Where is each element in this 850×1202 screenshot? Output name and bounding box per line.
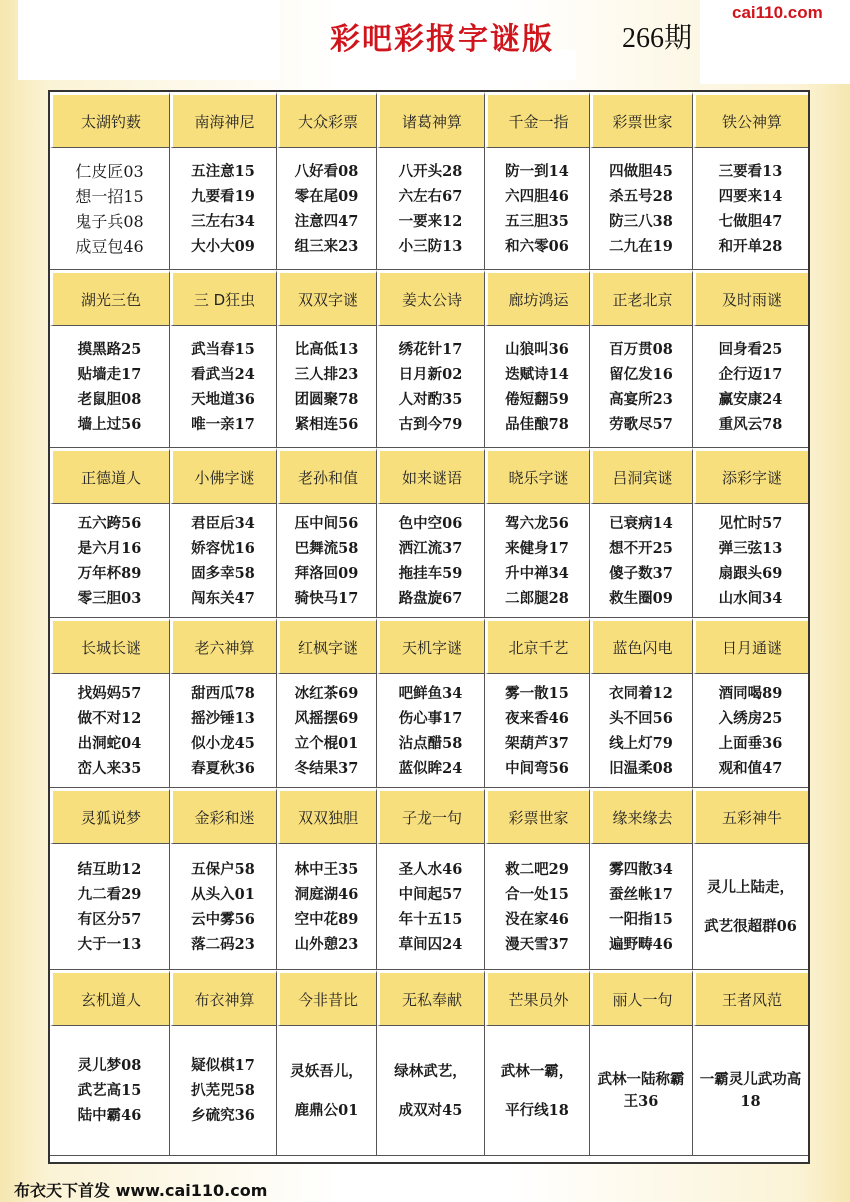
riddle-line: 色中空06 [398, 514, 463, 532]
riddle-line: 和六零06 [505, 237, 569, 255]
riddle-cell [377, 1026, 485, 1156]
riddle-cell [170, 1026, 277, 1156]
riddle-cell [590, 326, 693, 448]
riddle-line: 二郎腿28 [505, 589, 569, 607]
column-header: 双双字谜 [277, 270, 377, 326]
riddle-line: 落二码23 [191, 935, 255, 953]
riddle-cell [590, 148, 693, 270]
riddle-cell [485, 326, 590, 448]
riddle-line: 洒江流37 [398, 539, 463, 557]
riddle-line: 八开头28 [398, 162, 463, 180]
riddle-cell [277, 148, 377, 270]
column-header: 铁公神算 [693, 92, 808, 148]
riddle-line: 伤心事17 [398, 709, 463, 727]
riddle-line: 鹿鼎公01 [294, 1101, 359, 1119]
riddle-line: 摇沙锤13 [191, 709, 255, 727]
column-header: 正老北京 [590, 270, 693, 326]
riddle-cell [170, 674, 277, 788]
riddle-line: 林中王35 [294, 860, 359, 878]
riddle-cell [693, 326, 808, 448]
issue-number: 266期 [622, 23, 693, 54]
riddle-line: 拖挂车59 [398, 564, 463, 582]
column-header: 如来谜语 [377, 448, 485, 504]
riddle-line: 想一招15 [75, 186, 144, 206]
riddle-line: 成豆包46 [75, 236, 144, 256]
riddle-line: 雾一散15 [505, 684, 569, 702]
riddle-cell [50, 674, 170, 788]
column-header: 天机字谜 [377, 618, 485, 674]
riddle-cell [170, 504, 277, 618]
riddle-line: 墙上过56 [77, 415, 142, 433]
riddle-line: 似小龙45 [191, 734, 255, 752]
riddle-cell [277, 674, 377, 788]
riddle-line: 紧相连56 [294, 415, 359, 433]
riddle-line: 古到今79 [398, 415, 463, 433]
riddle-line: 武林一霸， [500, 1062, 574, 1080]
riddle-cell [377, 844, 485, 970]
riddle-line: 升中禅34 [505, 564, 569, 582]
riddle-line: 救生圈09 [609, 589, 673, 607]
riddle-line: 吧鲜鱼34 [398, 684, 463, 702]
riddle-line: 蓝似眸24 [398, 759, 463, 777]
riddle-line: 和开单28 [718, 237, 783, 255]
riddle-line: 空中花89 [294, 910, 359, 928]
riddle-line: 冰红茶69 [294, 684, 359, 702]
riddle-line: 上面垂36 [718, 734, 783, 752]
riddle-cell [693, 504, 808, 618]
column-header: 老孙和值 [277, 448, 377, 504]
riddle-line: 压中间56 [294, 514, 359, 532]
riddle-cell [693, 844, 808, 970]
column-header: 今非昔比 [277, 970, 377, 1026]
riddle-line: 驾六龙56 [505, 514, 569, 532]
page-title: 彩吧彩报字谜版 [330, 22, 554, 57]
riddle-line: 三左右34 [191, 212, 255, 230]
riddle-cell [50, 326, 170, 448]
column-header: 廊坊鸿运 [485, 270, 590, 326]
riddle-line: 拜洛回09 [294, 564, 359, 582]
riddle-line: 骑快马17 [294, 589, 359, 607]
riddle-line: 武艺高15 [77, 1082, 142, 1099]
riddle-grid [50, 92, 808, 1156]
riddle-line: 劳歌尽57 [609, 415, 673, 433]
riddle-line: 万年杯89 [77, 564, 142, 582]
riddle-line: 鬼子兵08 [75, 211, 144, 231]
column-header: 日月通谜 [693, 618, 808, 674]
riddle-line: 从头入01 [191, 885, 255, 903]
riddle-line: 救二吧29 [505, 860, 569, 878]
riddle-cell [277, 504, 377, 618]
riddle-line: 杀五号28 [609, 187, 673, 205]
riddle-line: 来健身17 [505, 539, 569, 557]
riddle-line: 重风云78 [718, 415, 783, 433]
column-header: 玄机道人 [50, 970, 170, 1026]
riddle-line: 闯东关47 [191, 589, 255, 607]
column-header: 小佛字谜 [170, 448, 277, 504]
riddle-line: 人对酌35 [398, 390, 463, 408]
riddle-line: 雾四散34 [609, 860, 673, 878]
riddle-line: 品佳酿78 [505, 415, 569, 433]
column-header: 晓乐字谜 [485, 448, 590, 504]
riddle-line: 倦短翻59 [505, 390, 569, 408]
riddle-line: 沾点醋58 [398, 734, 463, 752]
riddle-line: 六四胆46 [505, 187, 569, 205]
riddle-cell [693, 1026, 808, 1156]
column-header: 太湖钓薮 [50, 92, 170, 148]
riddle-line: 武艺很超群06 [704, 917, 797, 935]
riddle-cell [590, 1026, 693, 1156]
column-header: 南海神尼 [170, 92, 277, 148]
riddle-line: 零在尾09 [294, 187, 359, 205]
riddle-line: 四要来14 [718, 187, 783, 205]
riddle-cell [485, 1026, 590, 1156]
riddle-line: 八好看08 [294, 162, 359, 180]
riddle-line: 春夏秋36 [191, 759, 255, 777]
riddle-line: 已衰病14 [609, 514, 673, 532]
riddle-line: 小三防13 [398, 237, 463, 255]
column-header: 丽人一句 [590, 970, 693, 1026]
column-header: 子龙一句 [377, 788, 485, 844]
riddle-line: 一阳指15 [609, 910, 673, 928]
column-header: 正德道人 [50, 448, 170, 504]
riddle-cell [50, 148, 170, 270]
column-header: 无私奉献 [377, 970, 485, 1026]
riddle-line: 结互助12 [77, 860, 142, 878]
column-header: 彩票世家 [485, 788, 590, 844]
riddle-line: 一霸灵儿武功高18 [699, 1070, 802, 1110]
riddle-line: 回身看25 [718, 340, 783, 358]
riddle-cell [170, 844, 277, 970]
column-header: 布衣神算 [170, 970, 277, 1026]
riddle-line: 防一到14 [505, 162, 569, 180]
riddle-line: 三人排23 [294, 365, 359, 383]
riddle-line: 留亿发16 [609, 365, 673, 383]
column-header: 添彩字谜 [693, 448, 808, 504]
riddle-line: 想不开25 [609, 539, 673, 557]
riddle-line: 大小大09 [191, 237, 255, 255]
riddle-cell [170, 326, 277, 448]
column-header: 诸葛神算 [377, 92, 485, 148]
riddle-line: 衣同着12 [609, 684, 673, 702]
column-header: 千金一指 [485, 92, 590, 148]
riddle-cell [693, 148, 808, 270]
riddle-cell [277, 844, 377, 970]
riddle-line: 比高低13 [294, 340, 359, 358]
riddle-line: 圣人水46 [398, 860, 463, 878]
riddle-line: 大于一13 [77, 935, 142, 953]
riddle-line: 洞庭湖46 [294, 885, 359, 903]
riddle-line: 九要看19 [191, 187, 255, 205]
riddle-line: 冬结果37 [294, 759, 359, 777]
riddle-line: 百万贯08 [609, 340, 673, 358]
column-header: 红枫字谜 [277, 618, 377, 674]
riddle-cell [590, 504, 693, 618]
riddle-line: 入绣房25 [718, 709, 783, 727]
riddle-line: 立个棍01 [294, 734, 359, 752]
riddle-line: 山水间34 [718, 589, 783, 607]
riddle-line: 找妈妈57 [77, 684, 142, 702]
riddle-line: 遍野畴46 [609, 935, 673, 953]
column-header: 长城长谜 [50, 618, 170, 674]
column-header: 芒果员外 [485, 970, 590, 1026]
riddle-line: 中间弯56 [505, 759, 569, 777]
riddle-line: 摸黑路25 [77, 340, 142, 358]
riddle-line: 固多幸58 [191, 564, 255, 582]
riddle-cell [377, 674, 485, 788]
riddle-line: 防三八38 [609, 212, 673, 230]
riddle-line: 做不对12 [77, 709, 142, 727]
riddle-cell [693, 674, 808, 788]
riddle-line: 草间囚24 [398, 935, 463, 953]
riddle-cell [377, 148, 485, 270]
riddle-line: 二九在19 [609, 237, 673, 255]
column-header: 三 D狂虫 [170, 270, 277, 326]
riddle-cell [50, 504, 170, 618]
footer-credit: 布衣天下首发 www.cai110.com [14, 1181, 268, 1200]
riddle-line: 弹三弦13 [718, 539, 783, 557]
riddle-line: 乡硫究36 [191, 1107, 255, 1124]
riddle-line: 蚕丝帐17 [609, 885, 673, 903]
riddle-cell [485, 844, 590, 970]
riddle-line: 旧温柔08 [609, 759, 673, 777]
riddle-line: 巴舞流58 [294, 539, 359, 557]
riddle-cell [170, 148, 277, 270]
riddle-line: 武当春15 [191, 340, 255, 358]
riddle-line: 山外憩23 [294, 935, 359, 953]
riddle-line: 五六跨56 [77, 514, 142, 532]
riddle-cell [377, 326, 485, 448]
column-header: 吕洞宾谜 [590, 448, 693, 504]
riddle-line: 扇跟头69 [718, 564, 783, 582]
riddle-line: 天地道36 [191, 390, 255, 408]
riddle-line: 有区分57 [77, 910, 142, 928]
riddle-cell [50, 1026, 170, 1156]
column-header: 金彩和迷 [170, 788, 277, 844]
riddle-line: 君臣后34 [191, 514, 255, 532]
riddle-line: 年十五15 [398, 910, 463, 928]
riddle-line: 扒芜兕58 [191, 1082, 255, 1099]
column-header: 老六神算 [170, 618, 277, 674]
riddle-line: 峦人来35 [77, 759, 142, 777]
column-header: 五彩神牛 [693, 788, 808, 844]
riddle-line: 合一处15 [505, 885, 569, 903]
riddle-line: 七做胆47 [718, 212, 783, 230]
riddle-line: 观和值47 [718, 759, 783, 777]
riddle-line: 老鼠胆08 [77, 390, 142, 408]
riddle-line: 路盘旋67 [398, 589, 463, 607]
column-header: 北京千艺 [485, 618, 590, 674]
column-header: 蓝色闪电 [590, 618, 693, 674]
redacted-block-left [18, 0, 280, 80]
riddle-line: 四做胆45 [609, 162, 673, 180]
riddle-line: 疑似棋17 [191, 1057, 255, 1074]
riddle-line: 企行迈17 [718, 365, 783, 383]
riddle-line: 架葫芦37 [505, 734, 569, 752]
riddle-table [48, 90, 810, 1164]
riddle-line: 高宴所23 [609, 390, 673, 408]
riddle-line: 灵儿梦08 [77, 1057, 142, 1074]
riddle-line: 五保户58 [191, 860, 255, 878]
riddle-line: 山狼叫36 [505, 340, 569, 358]
riddle-line: 团圆聚78 [294, 390, 359, 408]
riddle-line: 五注意15 [191, 162, 255, 180]
riddle-line: 中间起57 [398, 885, 463, 903]
riddle-cell [50, 844, 170, 970]
riddle-line: 出洞蛇04 [77, 734, 142, 752]
riddle-cell [377, 504, 485, 618]
riddle-line: 头不回56 [609, 709, 673, 727]
riddle-line: 绣花针17 [398, 340, 463, 358]
riddle-cell [485, 504, 590, 618]
riddle-line: 日月新02 [398, 365, 463, 383]
riddle-line: 一要来12 [398, 212, 463, 230]
riddle-line: 见忙时57 [718, 514, 783, 532]
column-header: 缘来缘去 [590, 788, 693, 844]
riddle-line: 甜西瓜78 [191, 684, 255, 702]
column-header: 王者风范 [693, 970, 808, 1026]
riddle-line: 唯一亲17 [191, 415, 255, 433]
column-header: 及时雨谜 [693, 270, 808, 326]
column-header: 灵狐说梦 [50, 788, 170, 844]
riddle-cell [277, 1026, 377, 1156]
riddle-line: 酒同喝89 [718, 684, 783, 702]
riddle-line: 线上灯79 [609, 734, 673, 752]
riddle-line: 是六月16 [77, 539, 142, 557]
column-header: 大众彩票 [277, 92, 377, 148]
riddle-line: 九二看29 [77, 885, 142, 903]
riddle-line: 平行线18 [505, 1101, 569, 1119]
riddle-line: 零三胆03 [77, 589, 142, 607]
riddle-cell [277, 326, 377, 448]
riddle-cell [590, 844, 693, 970]
site-watermark: cai110.com [732, 3, 823, 22]
riddle-cell [590, 674, 693, 788]
riddle-line: 六左右67 [398, 187, 463, 205]
riddle-line: 成双对45 [398, 1101, 463, 1119]
column-header: 双双独胆 [277, 788, 377, 844]
riddle-line: 傻子数37 [609, 564, 673, 582]
riddle-line: 三要看13 [718, 162, 783, 180]
riddle-line: 贴墙走17 [77, 365, 142, 383]
riddle-line: 灵妖吾儿， [290, 1062, 363, 1080]
riddle-line: 五三胆35 [505, 212, 569, 230]
riddle-cell [485, 674, 590, 788]
riddle-line: 陆中霸46 [77, 1107, 142, 1124]
riddle-line: 迭赋诗14 [505, 365, 569, 383]
riddle-line: 灵儿上陆走， [707, 878, 794, 896]
column-header: 姜太公诗 [377, 270, 485, 326]
riddle-line: 组三来23 [294, 237, 359, 255]
riddle-line: 夜来香46 [505, 709, 569, 727]
riddle-line: 武林一陆称霸王36 [597, 1070, 685, 1110]
column-header: 彩票世家 [590, 92, 693, 148]
riddle-line: 漫天雪37 [505, 935, 569, 953]
riddle-line: 云中雾56 [191, 910, 255, 928]
riddle-line: 仁皮匠03 [75, 161, 144, 181]
riddle-line: 娇容忧16 [191, 539, 255, 557]
riddle-line: 看武当24 [191, 365, 255, 383]
riddle-cell [485, 148, 590, 270]
riddle-line: 没在家46 [505, 910, 569, 928]
riddle-line: 注意四47 [294, 212, 359, 230]
riddle-line: 赢安康24 [718, 390, 783, 408]
column-header: 湖光三色 [50, 270, 170, 326]
riddle-line: 绿林武艺， [394, 1062, 467, 1080]
riddle-line: 风摇摆69 [294, 709, 359, 727]
